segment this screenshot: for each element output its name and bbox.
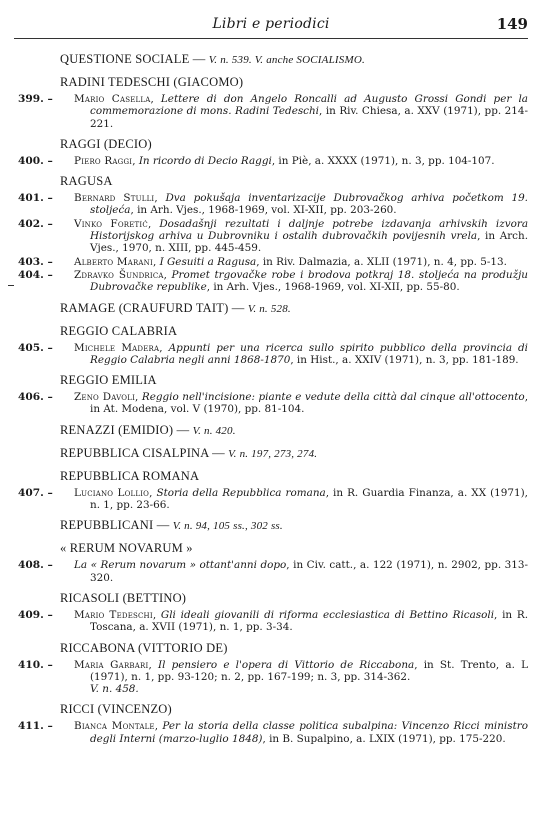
- section-cross-reference: V. n. 197, 273, 274.: [228, 447, 318, 460]
- entry-author: Alberto Marani: [74, 255, 153, 268]
- entry-source: , in Hist., a. XXIV (1971), n. 3, pp. 181-189.: [290, 353, 519, 366]
- entry-source: , in Arch. Vjes., 1970, n. XIII, pp. 445-459.: [90, 230, 528, 255]
- section-cross-reference: V. n. 539. V. anche SOCIALISMO.: [208, 54, 365, 66]
- entry-source: , in Riv. Dalmazia, a. XLII (1971), n. 4, pp. 5-13.: [256, 255, 507, 268]
- entry-source: , in St. Trento, a. L (1971), n. 1, pp. 93-120; n. 2, pp. 167-199; n. 3, pp. 314-362.: [90, 658, 528, 683]
- entry-title: La « Rerum novarum » ottant'anni dopo: [74, 559, 287, 572]
- entry-number: 402. –: [18, 217, 53, 230]
- entry-number: 403. –: [18, 255, 53, 268]
- entry-author: Piero Raggi: [74, 154, 133, 167]
- section-heading-text: « RERUM NOVARUM »: [60, 541, 193, 556]
- section-heading-raggi: [60, 137, 528, 152]
- entry-source: , in R. Toscana, a. XVII (1971), n. 1, pp. 3-34.: [90, 608, 529, 634]
- section-heading-reggio-em: [60, 373, 528, 388]
- section-heading-text: RICCI (VINCENZO): [60, 702, 172, 717]
- entry-number: 399. –: [18, 93, 53, 105]
- bibliography-content: [18, 52, 528, 746]
- section-heading-text: RICASOLI (BETTINO): [60, 590, 187, 605]
- section-heading-rep-cisalpina: [60, 446, 528, 462]
- section-cross-reference: V. n. 420.: [192, 424, 236, 437]
- section-heading-text: QUESTIONE SOCIALE —: [60, 52, 209, 66]
- entry-number: 409. –: [18, 608, 53, 621]
- section-heading-rerum: [60, 541, 528, 556]
- entry-number: 400. –: [18, 154, 53, 167]
- section-heading-ricasoli: [60, 591, 528, 606]
- section-heading-text: REPUBBLICANI —: [60, 518, 173, 533]
- entry-author: Vinko Foretić: [74, 217, 148, 230]
- bibliography-entry: 404. – Zdravko Šundrica, Promet trgovačke robe i brodova potkraj 18. stoljeća na produžju Dubrovačke republike, in Arh. Vjes., 1968-1969, vol. XI-XII, pp. 55-80.: [18, 268, 528, 294]
- section-heading-text: RAGUSA: [60, 174, 113, 189]
- entry-title: Gli ideali giovanili di riforma ecclesiastica di Bettino Ricasoli: [160, 608, 495, 621]
- entry-number: 410. –: [18, 658, 53, 671]
- section-heading-text: RICCABONA (VITTORIO DE): [60, 640, 228, 655]
- bibliography-entry: 409. – Mario Tedeschi, Gli ideali giovanili di riforma ecclesiastica di Bettino Ricasoli, in R. Toscana, a. XVII (1971), n. 1, pp. 3-34.: [18, 608, 529, 634]
- bibliography-entry: 400. – Piero Raggi, In ricordo di Decio Raggi, in Piè, a. XXXX (1971), n. 3, pp. 104-107.: [18, 154, 495, 167]
- entry-source: , in At. Modena, vol. V (1970), pp. 81-104.: [90, 391, 528, 416]
- section-heading-text: RAMAGE (CRAUFURD TAIT) —: [60, 300, 248, 315]
- entry-title: Appunti per una ricerca sullo spirito pubblico della provincia di Reggio Calabria negli anni 1868-1870: [90, 341, 529, 366]
- section-heading-text: REPUBBLICA CISALPINA —: [60, 445, 229, 460]
- entry-source: , in Civ. catt., a. 122 (1971), n. 2902, pp. 313-320.: [90, 559, 529, 584]
- entry-number: 408. –: [18, 559, 53, 572]
- entry-source: , in R. Guardia Finanza, a. XX (1971), n. 1, pp. 23-66.: [90, 486, 528, 512]
- entry-title: Lettere di don Angelo Roncalli ad Augusto Grossi Gondi per la commemorazione di mons. Radini Tedeschi: [90, 93, 528, 118]
- entry-number: 404. –: [18, 268, 53, 281]
- entry-source: , in B. Supalpino, a. LXIX (1971), pp. 175-220.: [262, 732, 506, 745]
- entry-title: Promet trgovačke robe i brodova potkraj 18. stoljeća na produžju Dubrovačke republike: [90, 268, 528, 294]
- entry-title: Il pensiero e l'opera di Vittorio de Riccabona: [157, 658, 415, 671]
- entry-number: 406. –: [18, 391, 53, 404]
- bibliography-entry: 411. – Bianca Montale, Per la storia della classe politica subalpina: Vincenzo Ricci ministro degli Interni (marzo-luglio 1848), in B. Supalpino, a. LXIX (1971), pp. 175-220.: [18, 720, 528, 745]
- header-rule: [14, 38, 528, 39]
- entry-author: Zdravko Šundrica: [74, 268, 164, 281]
- section-heading-questione: [60, 52, 528, 68]
- entry-source: , in Arh. Vjes., 1968-1969, vol. XI-XII, pp. 55-80.: [206, 281, 460, 294]
- entry-number: 401. –: [18, 192, 53, 205]
- entry-author: Zeno Davoli: [74, 391, 136, 404]
- section-heading-repubblicani: [60, 518, 528, 534]
- running-header: [14, 16, 528, 36]
- section-heading-riccabona: [60, 641, 528, 656]
- section-heading-text: RAGGI (DECIO): [60, 136, 152, 151]
- entry-title: Per la storia della classe politica subalpina: Vincenzo Ricci ministro degli Interni (marzo-luglio 1848): [90, 720, 528, 745]
- section-heading-text: REGGIO CALABRIA: [60, 323, 178, 338]
- entry-author: Luciano Lollio: [74, 486, 150, 499]
- entry-author: Mario Casella: [74, 93, 151, 105]
- section-heading-ramage: [60, 301, 528, 317]
- section-heading-radini: [60, 75, 528, 90]
- entry-title: Dva pokušaja inventarizacije Dubrovačkog arhiva početkom 19. stoljeća: [90, 192, 528, 217]
- section-cross-reference: V. n. 528.: [247, 302, 291, 315]
- bibliography-entry: 405. – Michele Madera, Appunti per una ricerca sullo spirito pubblico della provincia di Reggio Calabria negli anni 1868-1870, in Hist., a. XXIV (1971), n. 3, pp. 181-189.: [18, 341, 529, 366]
- entry-number: 405. –: [18, 341, 53, 354]
- entry-number: 411. –: [18, 720, 53, 733]
- bibliography-entry: 403. – Alberto Marani, I Gesuiti a Ragusa, in Riv. Dalmazia, a. XLII (1971), n. 4, pp. 5-13.: [18, 255, 507, 268]
- running-title: Libri e periodici: [212, 16, 330, 32]
- section-heading-text: RENAZZI (EMIDIO) —: [60, 422, 193, 437]
- bibliography-entry: 401. – Bernard Stulli, Dva pokušaja inventarizacije Dubrovačkog arhiva početkom 19. stoljeća, in Arh. Vjes., 1968-1969, vol. XI-XII, pp. 203-260.: [18, 192, 528, 217]
- margin-mark: [8, 285, 14, 286]
- entry-author: Michele Madera: [74, 341, 160, 354]
- entry-title: In ricordo di Decio Raggi: [138, 154, 272, 167]
- bibliography-entry: 410. – Maria Garbari, Il pensiero e l'opera di Vittorio de Riccabona, in St. Trento, a. L (1971), n. 1, pp. 93-120; n. 2, pp. 167-199; n. 3, pp. 314-362. V. n. 458.: [18, 658, 528, 696]
- bibliography-entry: 406. – Zeno Davoli, Reggio nell'incisione: piante e vedute della città dal cinque all'ottocento, in At. Modena, vol. V (1970), pp. 81-104.: [18, 391, 528, 416]
- entry-title: Reggio nell'incisione: piante e vedute della città dal cinque all'ottocento: [141, 391, 525, 404]
- entry-number: 407. –: [18, 486, 53, 499]
- section-heading-reggio-cal: [60, 324, 528, 339]
- section-heading-renazzi: [60, 423, 528, 439]
- bibliography-entry: 407. – Luciano Lollio, Storia della Repubblica romana, in R. Guardia Finanza, a. XX (1971), n. 1, pp. 23-66.: [18, 486, 528, 512]
- entry-title: I Gesuiti a Ragusa: [159, 255, 257, 268]
- section-heading-text: REGGIO EMILIA: [60, 373, 157, 388]
- entry-title: Dosadašnji rezultati i daljnje potrebe izdavanja arhivskih izvora Historijskog arhiva u Dubrovniku i ostalih dubrovačkih povijesnih vrela: [90, 217, 529, 243]
- section-heading-text: REPUBBLICA ROMANA: [60, 468, 200, 483]
- entry-source: , in Arh. Vjes., 1968-1969, vol. XI-XII, pp. 203-260.: [130, 204, 397, 217]
- section-heading-ragusa: [60, 174, 528, 189]
- bibliography-entry: 402. – Vinko Foretić, Dosadašnji rezultati i daljnje potrebe izdavanja arhivskih izvora Historijskog arhiva u Dubrovniku i ostalih dubrovačkih povijesnih vrela, in Arch. Vjes., 1970, n. XIII, pp. 445-459.: [18, 217, 529, 255]
- bibliography-entry: [18, 559, 528, 584]
- section-cross-reference: V. n. 94, 105 ss., 302 ss.: [172, 520, 283, 533]
- entry-author: Bernard Stulli: [74, 192, 155, 205]
- entry-title: Storia della Repubblica romana: [156, 486, 326, 499]
- page-number: 149: [496, 15, 528, 33]
- entry-source: , in Riv. Chiesa, a. XXV (1971), pp. 214-221.: [90, 105, 529, 130]
- section-heading-text: RADINI TEDESCHI (GIACOMO): [60, 75, 244, 89]
- entry-author: Maria Garbari: [74, 658, 149, 671]
- entry-author: Mario Tedeschi: [74, 608, 153, 621]
- bibliography-entry: 399. – Mario Casella, Lettere di don Angelo Roncalli ad Augusto Grossi Gondi per la commemorazione di mons. Radini Tedeschi, in Riv. Chiesa, a. XXV (1971), pp. 214-221.: [18, 93, 529, 130]
- entry-author: Bianca Montale: [74, 720, 155, 733]
- entry-source: , in Piè, a. XXXX (1971), n. 3, pp. 104-107.: [271, 154, 495, 167]
- entry-cross-reference: V. n. 458.: [90, 683, 139, 696]
- section-heading-ricci: [60, 702, 528, 717]
- section-heading-rep-romana: [60, 469, 528, 484]
